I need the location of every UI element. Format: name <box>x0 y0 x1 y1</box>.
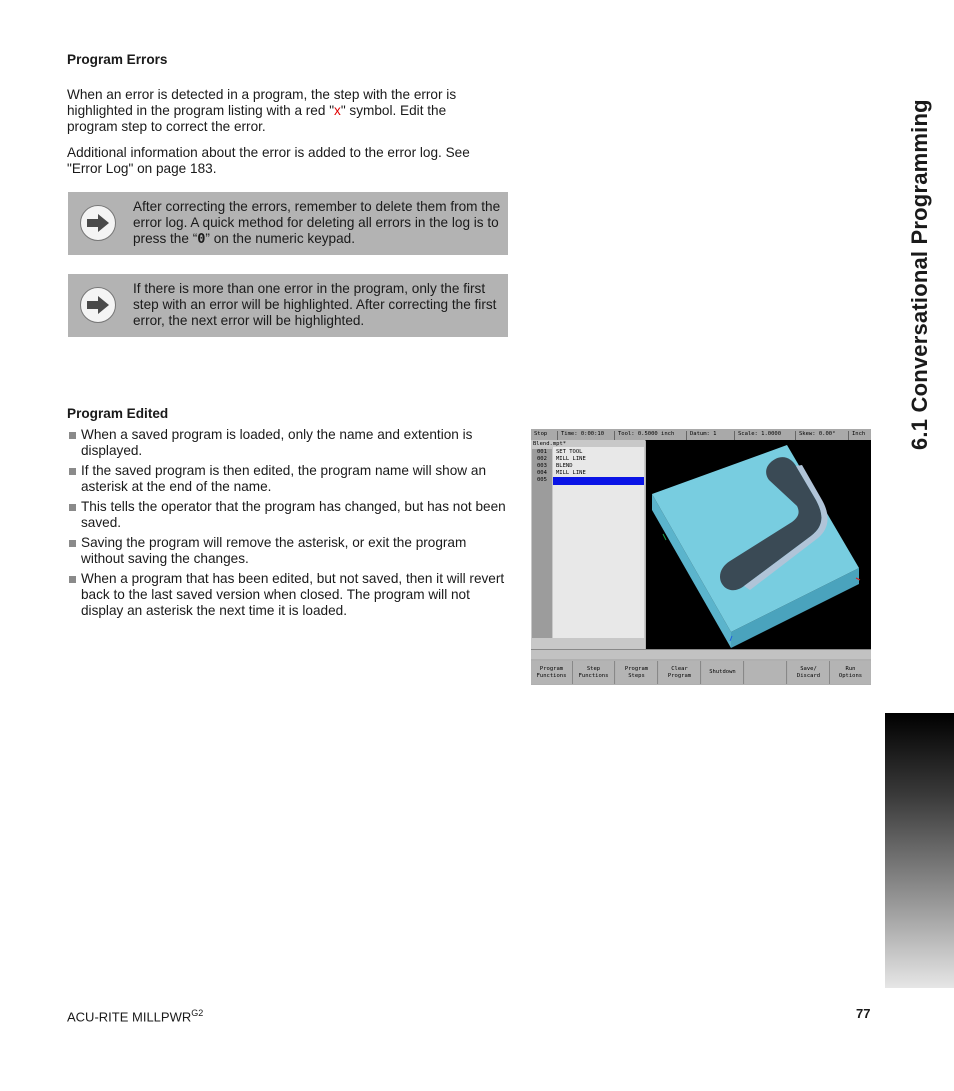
softkey-program-functions[interactable]: Program Functions <box>531 661 573 684</box>
dro-screenshot <box>531 429 871 685</box>
horizontal-scrollbar[interactable] <box>531 649 871 659</box>
section-title-program-edited: Program Edited <box>67 406 169 421</box>
status-skew: Skew: 0.00° <box>795 431 835 440</box>
program-edited-list <box>68 427 510 623</box>
list-item: This tells the operator that the program has changed, but has not been saved. <box>68 499 510 531</box>
list-item: When a saved program is loaded, only the name and extention is displayed. <box>68 427 510 459</box>
step-number: 001 <box>537 449 547 455</box>
list-item: When a program that has been edited, but not saved, then it will revert back to the last saved version when closed. The program will not display an asterisk the next time it is loaded. <box>68 571 510 619</box>
step-number: 003 <box>537 463 547 469</box>
list-item: Saving the program will remove the asterisk, or exit the program without saving the changes. <box>68 535 510 567</box>
arrow-right-icon <box>80 287 116 323</box>
program-name: Blend.mpt* <box>533 441 567 447</box>
red-x-symbol: x <box>334 103 341 118</box>
errors-paragraph-2: Additional information about the error is added to the error log. See "Error Log" on page 183. <box>67 145 470 176</box>
bullet-square-icon <box>69 432 76 439</box>
status-tool: Tool: 0.5000 inch <box>614 431 674 440</box>
status-time: Time: 0:00:10 <box>557 431 604 440</box>
softkey-save-discard[interactable]: Save/ Discard <box>788 661 830 684</box>
status-datum: Datum: 1 <box>686 431 717 440</box>
arrow-right-icon <box>80 205 116 241</box>
step-number: 002 <box>537 456 547 462</box>
step-label[interactable]: MILL LINE <box>556 470 586 476</box>
note-text-first-error: If there is more than one error in the program, only the first step with an error will be highlighted. After correcting the first error, the next error will be highlighted. <box>133 281 497 328</box>
section-title-program-errors: Program Errors <box>67 52 168 67</box>
page-number: 77 <box>856 1006 871 1021</box>
note-text-delete-errors: After correcting the errors, remember to delete them from the error log. A quick method for deleting all errors in the log is to press the “0” on the numeric keypad. <box>133 199 501 247</box>
part-3d-view <box>646 440 871 649</box>
selected-step-highlight[interactable] <box>553 477 644 485</box>
step-label[interactable]: SET TOOL <box>556 449 583 455</box>
status-units: Inch <box>848 431 865 440</box>
status-mode: Stop <box>534 431 548 437</box>
side-tab-gradient <box>885 713 954 988</box>
footer-product: ACU-RITE $MILLPWR^{G2}$ <box>67 1008 204 1025</box>
bullet-square-icon <box>69 576 76 583</box>
softkey-run-options[interactable]: Run Options <box>830 661 871 684</box>
bullet-square-icon <box>69 540 76 547</box>
softkey-shutdown[interactable]: Shutdown <box>702 661 744 684</box>
keypad-key: 0 <box>197 231 206 247</box>
softkey-blank[interactable] <box>745 661 787 684</box>
list-item: If the saved program is then edited, the program name will show an asterisk at the end of the name. <box>68 463 510 495</box>
step-number: 004 <box>537 470 547 476</box>
status-scale: Scale: 1.0000 <box>734 431 781 440</box>
bullet-square-icon <box>69 504 76 511</box>
step-number: 005 <box>537 477 547 483</box>
note-box-delete-errors <box>68 192 508 255</box>
graphics-viewport <box>646 440 871 649</box>
step-label[interactable]: BLEND <box>556 463 573 469</box>
softkey-program-steps[interactable]: Program Steps <box>616 661 658 684</box>
step-label[interactable]: MILL LINE <box>556 456 586 462</box>
side-tab-title: 6.1 Conversational Programming <box>907 99 932 450</box>
note-box-first-error <box>68 274 508 337</box>
softkey-clear-program[interactable]: Clear Program <box>659 661 701 684</box>
softkey-step-functions[interactable]: Step Functions <box>573 661 615 684</box>
errors-paragraph-1: When an error is detected in a program, the step with the error is highlighted in the program listing with a red "x" symbol. Edit the program step to correct the error. <box>67 87 457 134</box>
bullet-square-icon <box>69 468 76 475</box>
